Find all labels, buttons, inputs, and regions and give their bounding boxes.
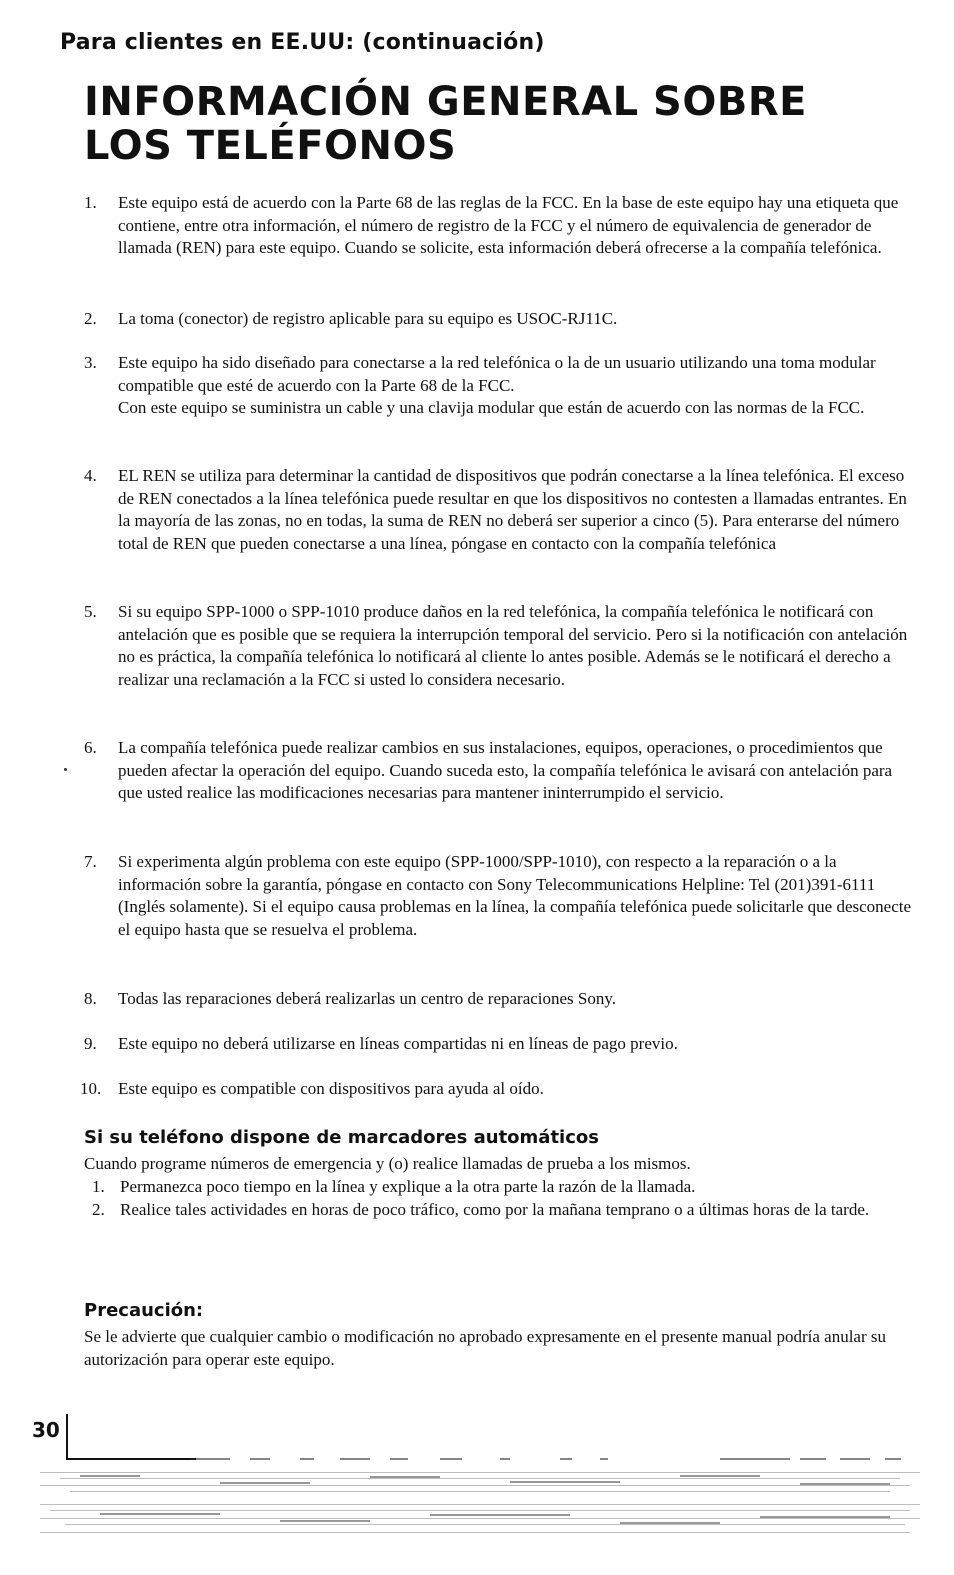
section-subtitle: Para clientes en EE.UU: (continuación) <box>60 30 545 55</box>
caution-heading: Precaución: <box>84 1300 204 1321</box>
scan-speck <box>64 768 67 771</box>
list-item-4 <box>84 465 914 555</box>
item-text: Este equipo está de acuerdo con la Parte 68 de las reglas de la FCC. En la base de este equipo hay una etiqueta que contiene, entre otra información, el número de registro de la FCC y el número de equivalencia de generador de llamada (REN) para este equipo. Cuando se solicite, esta información deberá ofrecerse a la compañía telefónica. <box>118 193 899 258</box>
item-text: Si su equipo SPP-1000 o SPP-1010 produce daños en la red telefónica, la compañía telefónica le notificará con antelación que es posible que se requiera la interrupción temporal del servicio. Pero si la notificación con antelación no es práctica, la compañía telefónica lo notificará al cliente lo antes posible. Además se le notificará el derecho a realizar una reclamación a la FCC si usted lo considera necesario. <box>118 602 908 689</box>
autodial-step-2 <box>92 1199 892 1222</box>
item-text-continued: Con este equipo se suministra un cable y una clavija modular que están de acuerdo con las normas de la FCC. <box>118 398 865 418</box>
page-number: 30 <box>32 1418 60 1442</box>
list-item-5 <box>84 601 914 691</box>
item-number: 3. <box>84 353 97 372</box>
list-item-2 <box>84 308 914 331</box>
scan-noise-band <box>40 1458 920 1548</box>
item-number: 6. <box>84 738 97 757</box>
item-number: 5. <box>84 602 97 621</box>
item-text: Este equipo ha sido diseñado para conectarse a la red telefónica o la de un usuario utilizando una toma modular compatible que esté de acuerdo con la Parte 68 de la FCC. <box>118 353 876 395</box>
list-item-3 <box>84 352 914 420</box>
list-item-8 <box>84 988 914 1011</box>
step-number: 2. <box>92 1200 105 1219</box>
item-number: 10. <box>80 1079 102 1098</box>
item-text: Este equipo no deberá utilizarse en líneas compartidas ni en líneas de pago previo. <box>118 1034 678 1053</box>
item-text: La toma (conector) de registro aplicable para su equipo es USOC-RJ11C. <box>118 309 618 328</box>
list-item-7 <box>84 851 914 941</box>
autodial-step-1 <box>92 1176 892 1199</box>
item-number: 4. <box>84 466 97 485</box>
step-number: 1. <box>92 1177 105 1196</box>
item-number: 9. <box>84 1034 97 1053</box>
item-text: La compañía telefónica puede realizar cambios en sus instalaciones, equipos, operaciones, o procedimientos que pueden afectar la operación del equipo. Cuando suceda esto, la compañía telefónica le avisará con antelación para que usted realice las modificaciones necesarias para mantener ininterrumpido el servicio. <box>118 738 893 803</box>
list-item-6 <box>84 737 914 805</box>
item-number: 1. <box>84 193 97 212</box>
autodial-intro: Cuando programe números de emergencia y (o) realice llamadas de prueba a los mismos. <box>84 1154 691 1173</box>
item-number: 7. <box>84 852 97 871</box>
page-number-rule-vertical <box>66 1414 68 1460</box>
step-text: Permanezca poco tiempo en la línea y explique a la otra parte la razón de la llamada. <box>120 1177 696 1196</box>
list-item-1 <box>84 192 914 260</box>
item-text: EL REN se utiliza para determinar la cantidad de dispositivos que podrán conectarse a la línea telefónica. El exceso de REN conectados a la línea telefónica puede resultar en que los dispositivos no contesten a llamadas entrantes. En la mayoría de las zonas, no en todas, la suma de REN no deberá ser superior a cinco (5). Para enterarse del número total de REN que pueden conectarse a una línea, póngase en contacto con la compañía telefónica <box>118 466 907 553</box>
page-title: INFORMACIÓN GENERAL SOBRE LOS TELÉFONOS <box>84 79 807 169</box>
item-number: 8. <box>84 989 97 1008</box>
item-text: Si experimenta algún problema con este equipo (SPP-1000/SPP-1010), con respecto a la reparación o a la información sobre la garantía, póngase en contacto con Sony Telecommunications Helpline: Tel (201)391-6111 (Inglés solamente). Si el equipo causa problemas en la línea, la compañía telefónica puede solicitarle que desconecte el equipo hasta que se resuelva el problema. <box>118 852 912 939</box>
item-text: Todas las reparaciones deberá realizarlas un centro de reparaciones Sony. <box>118 989 617 1008</box>
step-text: Realice tales actividades en horas de poco tráfico, como por la mañana temprano o a últimas horas de la tarde. <box>120 1200 870 1219</box>
list-item-10 <box>80 1078 910 1101</box>
item-text: Este equipo es compatible con dispositivos para ayuda al oído. <box>118 1079 544 1098</box>
caution-text: Se le advierte que cualquier cambio o modificación no aprobado expresamente en el presente manual podría anular su autorización para operar este equipo. <box>84 1327 886 1369</box>
list-item-9 <box>84 1033 914 1056</box>
item-number: 2. <box>84 309 97 328</box>
autodial-heading: Si su teléfono dispone de marcadores automáticos <box>84 1127 599 1148</box>
